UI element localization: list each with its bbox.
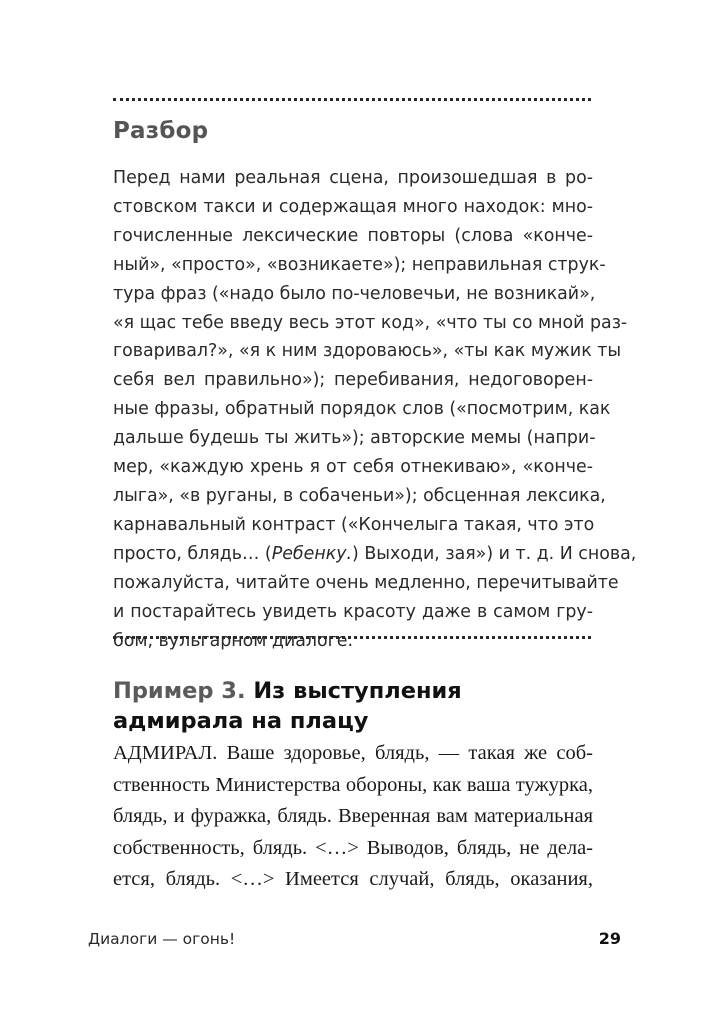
dotted-divider-top: [113, 98, 591, 101]
italic-stage-direction: Ребенку.: [271, 543, 353, 564]
text-line: стовском такси и содержащая много находок: мно-: [113, 196, 593, 217]
text-line: тура фраз («надо было по-человечьи, не возникай»,: [113, 283, 596, 304]
quote-line: блядь, и фуражка, блядь. Вверенная вам материальная: [113, 805, 593, 828]
example-quote-text: [113, 738, 593, 896]
text-segment: ) Выходи, зая») и т. д. И снова,: [352, 543, 637, 564]
page-number: 29: [598, 929, 621, 948]
text-line: ный», «просто», «возникаете»); неправильная струк-: [113, 254, 606, 275]
example-title: Из выступления адмирала на плацу: [113, 678, 462, 734]
quote-line: собственность, блядь. <…> Выводов, блядь, не дела-: [113, 836, 593, 859]
quote-line: АДМИРАЛ. Ваше здоровье, блядь, — такая же соб-: [113, 742, 593, 764]
quote-line: ственность Министерства обороны, как ваша тужурка,: [113, 773, 593, 796]
text-line: Перед нами реальная сцена, произошедшая в ро-: [113, 168, 593, 188]
quote-line: ется, блядь. <…> Имеется случай, блядь, оказания,: [113, 868, 593, 891]
text-line: мер, «каждую хрень я от себя отнекиваю», «конче-: [113, 457, 593, 478]
text-line: гочисленные лексические повторы (слова «конче-: [113, 225, 593, 246]
box-heading: Разбор: [113, 118, 209, 144]
example-heading: [113, 676, 593, 736]
analysis-box-text: [113, 164, 637, 655]
text-line: ные фразы, обратный порядок слов («посмотрим, как: [113, 399, 611, 420]
text-line: карнавальный контраст («Кончелыга такая, что это: [113, 514, 595, 535]
text-line-last: бом, вульгарном диалоге.: [113, 630, 354, 651]
text-line: себя вел правильно»); перебивания, недоговорен-: [113, 370, 593, 391]
text-line: и постарайтесь увидеть красоту даже в самом гру-: [113, 601, 593, 622]
text-line: лыга», «в руганы, в собаченьи»); обсценная лексика,: [113, 485, 606, 506]
dotted-divider-bottom: [113, 636, 591, 639]
running-footer-title: Диалоги — огонь!: [88, 930, 236, 948]
text-line-with-italic: [113, 540, 637, 569]
text-line: говаривал?», «я к ним здороваюсь», «ты как мужик ты: [113, 341, 622, 362]
example-label: Пример 3.: [113, 678, 246, 704]
text-line: пожалуйста, читайте очень медленно, перечитывайте: [113, 572, 619, 593]
text-line: «я щас тебе введу весь этот код», «что ты со мной раз-: [113, 312, 628, 333]
text-segment: просто, блядь… (: [113, 543, 272, 564]
text-line: дальше будешь ты жить»); авторские мемы (напри-: [113, 428, 596, 449]
